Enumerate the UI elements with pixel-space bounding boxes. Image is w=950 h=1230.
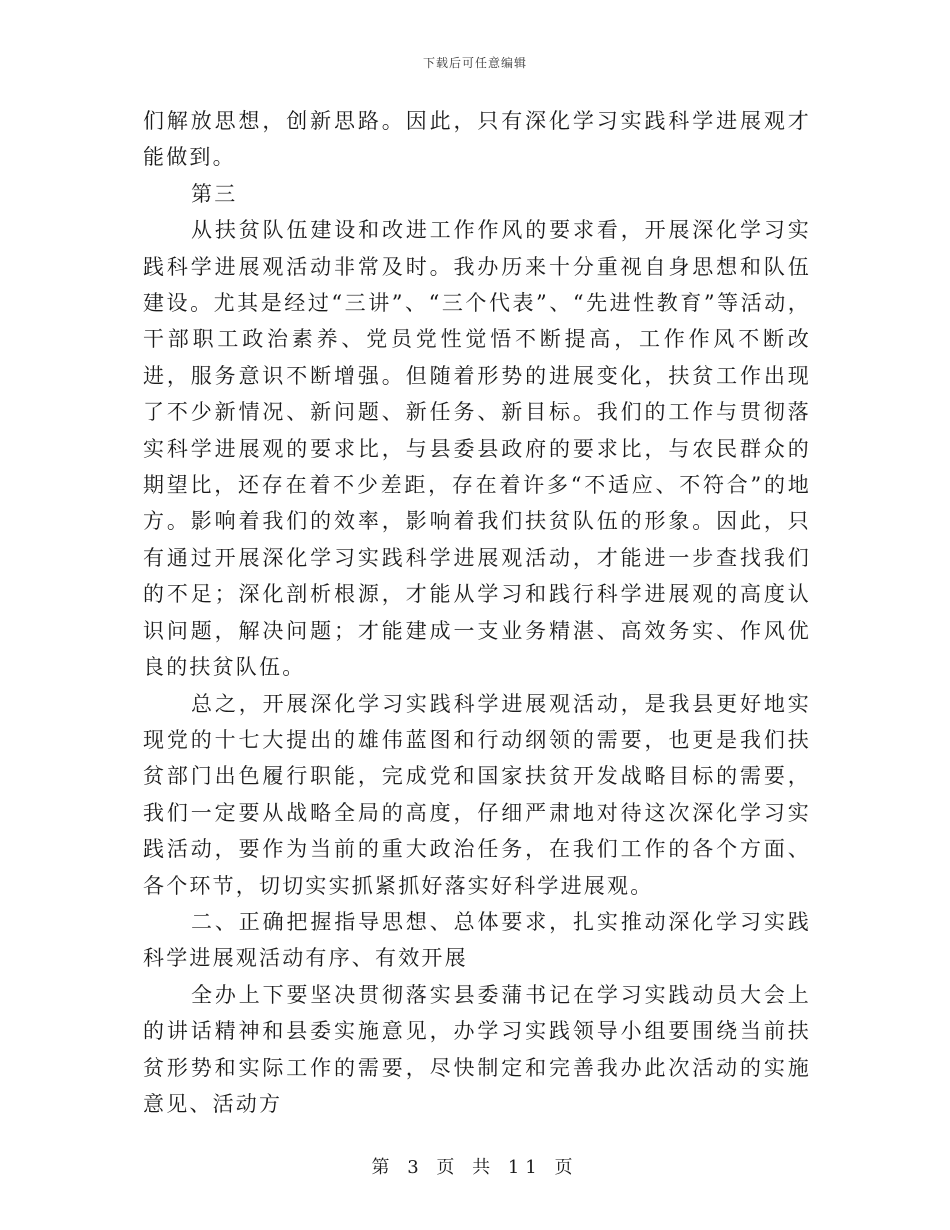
paragraph-summary: 总之，开展深化学习实践科学进展观活动，是我县更好地实现党的十七大提出的雄伟蓝图和行动纲领的需要，也更是我们扶贫部门出色履行职能，完成党和国家扶贫开发战略目标的需要，我们一定要从战略全局的高度，仔细严肃地对待这次深化学习实践活动，要作为当前的重大政治任务，在我们工作的各个方面、各个环节，切切实实抓紧抓好落实好科学进展观。: [143, 691, 811, 898]
paragraph-implementation: 全办上下要坚决贯彻落实县委蒲书记在学习实践动员大会上的讲话精神和县委实施意见，办学习实践领导小组要围绕当前扶贫形势和实际工作的需要，尽快制定和完善我办此次活动的实施意见、活动方: [143, 982, 811, 1116]
section-heading-third: 第三: [191, 181, 238, 206]
paragraph-team-building: 从扶贫队伍建设和改进工作作风的要求看，开展深化学习实践科学进展观活动非常及时。我办历来十分重视自身思想和队伍建设。尤其是经过“三讲”、“三个代表”、“先进性教育”等活动，干部职工政治素养、党员党性觉悟不断提高，工作作风不断改进，服务意识不断增强。但随着形势的进展变化，扶贫工作出现了不少新情况、新问题、新任务、新目标。我们的工作与贯彻落实科学进展观的要求比，与县委县政府的要求比，与农民群众的期望比，还存在着不少差距，存在着许多“不适应、不符合”的地方。影响着我们的效率，影响着我们扶贫队伍的形象。因此，只有通过开展深化学习实践科学进展观活动，才能进一步查找我们的不足；深化剖析根源，才能从学习和践行科学进展观的高度认识问题，解决问题；才能建成一支业务精湛、高效务实、作风优良的扶贫队伍。: [143, 218, 811, 680]
body-text: [143, 103, 811, 1122]
page-number-footer: 第 3 页 共 11 页: [371, 1157, 579, 1178]
page-header: 下载后可任意编辑: [422, 56, 527, 70]
paragraph-continuation: 们解放思想，创新思路。因此，只有深化学习实践科学进展观才能做到。: [143, 109, 811, 170]
section-heading-two: 二、正确把握指导思想、总体要求，扎实推动深化学习实践科学进展观活动有序、有效开展: [143, 909, 811, 971]
